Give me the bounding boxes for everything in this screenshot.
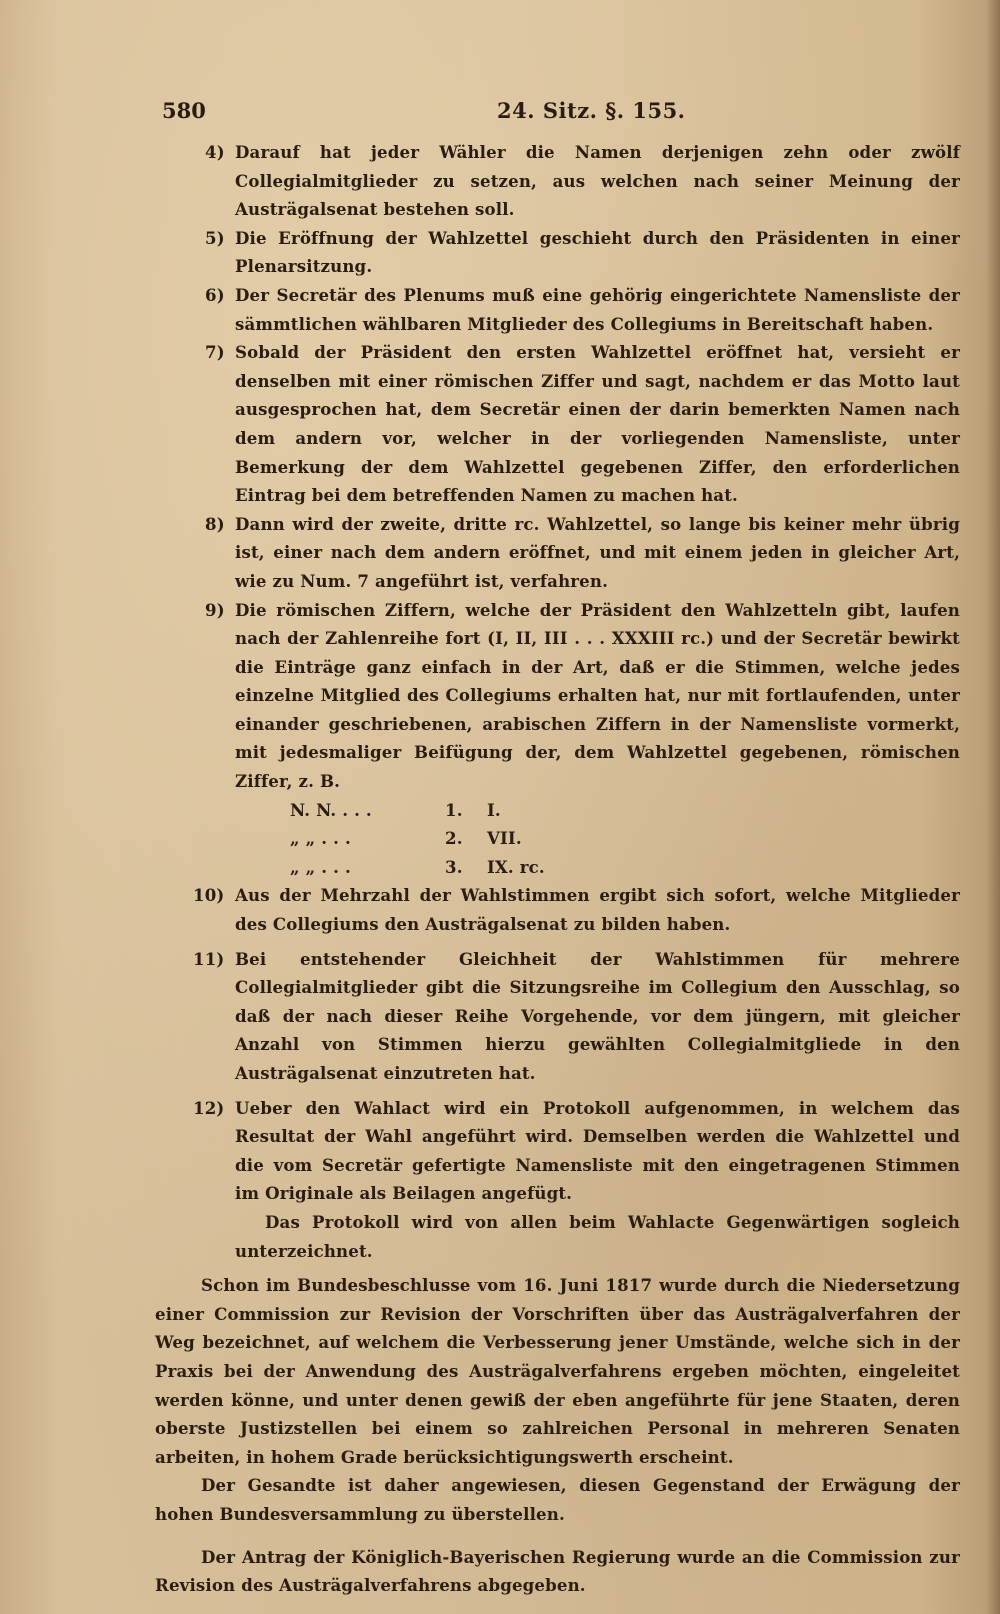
item-number: 11) (193, 948, 225, 969)
example-roman: VII. (487, 828, 522, 849)
item-number: 5) (205, 227, 225, 248)
page-edge-shadow (986, 0, 1000, 1614)
example-row (290, 853, 960, 882)
item-followup: Das Protokoll wird von allen beim Wahlacte Gegenwärtigen sogleich unterzeichnet. (235, 1211, 960, 1261)
list-item (155, 881, 960, 938)
example-roman: IX. rc. (487, 856, 545, 877)
list-item (155, 596, 960, 796)
example-row (290, 796, 960, 825)
item-number: 7) (205, 342, 225, 363)
example-count: 1. (445, 799, 463, 820)
example-name: „ „ . . . (290, 828, 351, 849)
example-name: N. N. . . . (290, 799, 372, 820)
running-head: 24. Sitz. §. 155. (497, 98, 686, 123)
list-item (155, 338, 960, 510)
item-number: 4) (205, 142, 225, 162)
list-item (155, 224, 960, 281)
page-number: 580 (162, 98, 206, 123)
page-body (155, 138, 960, 1600)
item-number: 9) (205, 599, 225, 620)
item-text: Darauf hat jeder Wähler die Namen derjenigen zehn oder zwölf Collegialmitglieder zu setzen, aus welchen nach seiner Meinung der Austrägalsenat bestehen soll. (235, 142, 960, 220)
item-text: Der Secretär des Plenums muß eine gehörig eingerichtete Namensliste der sämmtlichen wählbaren Mitglieder des Collegiums in Bereitschaft haben. (235, 284, 960, 334)
item-text: Aus der Mehrzahl der Wahlstimmen ergibt sich sofort, welche Mitglieder des Collegiums den Austrägalsenat zu bilden haben. (235, 885, 960, 935)
paragraph: Schon im Bundesbeschlusse vom 16. Juni 1817 wurde durch die Niedersetzung einer Commission zur Revision der Vorschriften über das Austrägalverfahren der Weg bezeichnet, auf welchem die Verbesserung jener Umstände, welche sich in der Praxis bei der Anwendung des Austrägalverfahrens ergeben möchten, eingeleitet werden könne, und unter denen gewiß der eben angeführte für jene Staaten, deren oberste Justizstellen bei einem so zahlreichen Personal in mehreren Senaten arbeiten, in hohem Grade berücksichtigungswerth erscheint. (155, 1275, 960, 1467)
item-number: 10) (193, 885, 225, 906)
list-item (155, 1094, 960, 1208)
list-item (155, 281, 960, 338)
item-text: Sobald der Präsident den ersten Wahlzettel eröffnet hat, versieht er denselben mit einer römischen Ziffer und sagt, nachdem er das Motto laut ausgesprochen hat, dem Secretär einen der darin bemerkten Namen nach dem andern vor, welcher in der vorliegenden Namensliste, unter Bemerkung der dem Wahlzettel gegebenen Ziffer, den erforderlichen Eintrag bei dem betreffenden Namen zu machen hat. (235, 342, 960, 506)
example-count: 2. (445, 828, 463, 849)
example-name: „ „ . . . (290, 856, 351, 877)
item-text: Die römischen Ziffern, welche der Präsident den Wahlzetteln gibt, laufen nach der Zahlenreihe fort (I, II, III . . . XXXIII rc.) und der Secretär bewirkt die Einträge ganz einfach in der Art, daß er die Stimmen, welche jedes einzelne Mitglied des Collegiums erhalten hat, nur mit fortlaufenden, unter einander geschriebenen, arabischen Ziffern in der Namensliste vormerkt, mit jedesmaliger Beifügung der, dem Wahlzettel gegebenen, römischen Ziffer, z. B. (235, 599, 960, 792)
example-count: 3. (445, 856, 463, 877)
example-roman: I. (487, 799, 501, 820)
example-table (155, 796, 960, 882)
example-row (290, 824, 960, 853)
item-text: Die Eröffnung der Wahlzettel geschieht durch den Präsidenten in einer Plenarsitzung. (235, 227, 960, 277)
item-text: Bei entstehender Gleichheit der Wahlstimmen für mehrere Collegialmitglieder gibt die Sitzungsreihe im Collegium den Ausschlag, so daß der nach dieser Reihe Vorgehende, vor dem jüngern, mit gleicher Anzahl von Stimmen hierzu gewählten Collegialmitgliede in den Austrägalsenat einzutreten hat. (235, 948, 960, 1083)
item-number: 6) (205, 284, 225, 305)
item-text: Dann wird der zweite, dritte rc. Wahlzettel, so lange bis keiner mehr übrig ist, einer nach dem andern eröffnet, und mit einem jeden in gleicher Art, wie zu Num. 7 angeführt ist, verfahren. (235, 513, 960, 591)
closing-note: Der Antrag der Königlich-Bayerischen Regierung wurde an die Commission zur Revision des Austrägalverfahrens abgegeben. (155, 1546, 960, 1596)
list-item (155, 510, 960, 596)
paragraph: Der Gesandte ist daher angewiesen, diesen Gegenstand der Erwägung der hohen Bundesversammlung zu überstellen. (155, 1475, 960, 1524)
item-number: 12) (193, 1097, 225, 1118)
item-text: Ueber den Wahlact wird ein Protokoll aufgenommen, in welchem das Resultat der Wahl angeführt wird. Demselben werden die Wahlzettel und die vom Secretär gefertigte Namensliste mit den eingetragenen Stimmen im Originale als Beilagen angefügt. (235, 1097, 960, 1204)
item-number: 8) (205, 513, 225, 534)
list-item (155, 138, 960, 224)
page-header (162, 98, 962, 128)
list-item (155, 945, 960, 1088)
